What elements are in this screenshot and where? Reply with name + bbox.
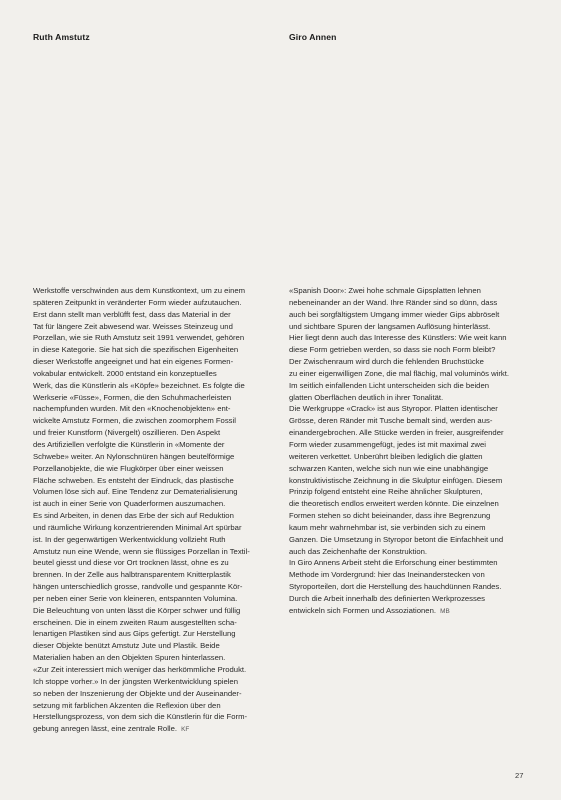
text-line: ist auch in einer Serie von Quaderformen auszumachen. (33, 499, 226, 509)
text-line: Herstellungsprozess, von dem sich die Künstlerin für die Form- (33, 712, 248, 722)
text-line: des Artifiziellen verfolgte die Künstlerin in «Momente der (33, 439, 225, 449)
text-line: auch das Zeichenhafte der Konstruktion. (289, 546, 428, 556)
text-line: konstruktivistische Zeichnung in die Skulptur einfügen. Diesem (289, 475, 503, 485)
text-line: schwarzen Kanten, welche sich nun wie eine unabhängige (289, 463, 489, 473)
text-line: späteren Zeitpunkt in veränderter Form wieder aufzutauchen. (33, 297, 242, 307)
text-line-content: entwickeln sich Formen und Assoziationen. (289, 605, 436, 615)
author-signature: KF (181, 726, 190, 734)
text-line: Der Zwischenraum wird durch die fehlenden Bruchstücke (289, 357, 484, 367)
right-text-column (289, 285, 532, 618)
text-line: wickelte Amstutz Formen, die zwischen zoomorphem Fossil (33, 416, 236, 426)
text-line: so neben der Inszenierung der Objekte und der Auseinander- (33, 688, 242, 698)
text-line: und räumliche Wirkung konzentrierenden Minimal Art spürbar (33, 522, 242, 532)
text-line: Tat für längere Zeit abwesend war. Weisses Steinzeug und (33, 321, 233, 331)
text-line: weiteren verkettet. Unberührt bleiben lediglich die glatten (289, 451, 483, 461)
author-signature: MB (440, 607, 450, 615)
text-line: Styroporteilen, dort die Herstellung des hauchdünnen Randes. (289, 582, 502, 592)
text-line: Volumen löse sich auf. Eine Tendenz zur Dematerialisierung (33, 487, 238, 497)
text-line: nebeneinander an der Wand. Ihre Ränder sind so dünn, dass (289, 297, 498, 307)
text-line: vokabular entwickelt. 2000 entstand ein konzeptuelles (33, 368, 217, 378)
text-line: Amstutz nun eine Wende, wenn sie flüssiges Porzellan in Textil- (33, 546, 250, 556)
text-line: dieser Objekte benützt Amstutz Jute und Plastik. Beide (33, 641, 220, 651)
text-line: setzung mit farblichen Akzenten die Reflexion über den (33, 700, 221, 710)
left-artist-name: Ruth Amstutz (33, 32, 90, 42)
text-line: hängen unterschiedlich grosse, randvolle und gespannte Kör- (33, 582, 243, 592)
page-number: 27 (515, 771, 524, 780)
text-line: diese Form getrieben werden, so dass sie noch Form bleibt? (289, 345, 496, 355)
text-line (33, 723, 276, 736)
text-line: In Giro Annens Arbeit steht die Erforschung einer bestimmten (289, 558, 498, 568)
text-line: per neben einer Serie von kleineren, entspannten Volumina. (33, 593, 238, 603)
text-line: Materialien haben an den Objekten Spuren hinterlassen. (33, 653, 226, 663)
text-line: und sichtbare Spuren der langsamen Auflösung hinterlässt. (289, 321, 491, 331)
text-line: Formen stehen so dicht beieinander, dass ihre Begrenzung (289, 511, 491, 521)
text-line: erscheinen. Die in einem zweiten Raum ausgestellten scha- (33, 617, 237, 627)
text-line: «Spanish Door»: Zwei hohe schmale Gipsplatten lehnen (289, 286, 481, 295)
text-line: zu einer eigenwilligen Zone, die mal flächig, mal voluminös wirkt. (289, 368, 510, 378)
text-line: Fläche schweben. Es entsteht der Eindruck, das plastische (33, 475, 234, 485)
text-line: glatten Oberflächen deutlich in ihrer Tonalität. (289, 392, 444, 402)
text-line: «Zur Zeit interessiert mich weniger das herkömmliche Produkt. (33, 665, 247, 674)
text-line: Ganzen. Die Umsetzung in Styropor betont die Einfachheit und (289, 534, 504, 544)
text-line: Die Beleuchtung von unten lässt die Körper schwer und füllig (33, 605, 241, 615)
text-line: brennen. In der Zelle aus halbtransparentem Knitterplastik (33, 570, 231, 580)
left-text-column (33, 285, 276, 736)
text-line: beutel giesst und diese vor Ort trocknen lässt, ohne es zu (33, 558, 229, 568)
text-line: einandergebrochen. Alle Stücke werden in freier, ausgreifender (289, 428, 504, 438)
text-line: Prinzip folgend entsteht eine Reihe ähnlicher Skulpturen, (289, 487, 483, 497)
text-line: Schwebe» weiter. An Nylonschnüren hängen beutelförmige (33, 451, 235, 461)
text-line: Im seitlich einfallenden Licht unterscheiden sich die beiden (289, 380, 489, 390)
text-line: Form wieder zusammengefügt, jedes ist mit maximal zwei (289, 439, 486, 449)
text-line: Porzellanobjekte, die wie Flugkörper über einer weissen (33, 463, 224, 473)
right-artist-name: Giro Annen (289, 32, 337, 42)
text-line: ist. In der gegenwärtigen Werkentwicklung vollzieht Ruth (33, 534, 226, 544)
text-line: nachempfunden wurden. Mit den «Knochenobjekten» ent- (33, 404, 231, 414)
text-line: die theoretisch endlos erweitert werden könnte. Die einzelnen (289, 499, 499, 509)
text-line: Es sind Arbeiten, in denen das Erbe der sich auf Reduktion (33, 511, 234, 521)
text-line: Die Werkgruppe «Crack» ist aus Styropor. Platten identischer (289, 404, 498, 414)
text-line: kaum mehr wahrnehmbar ist, sie verbinden sich zu einem (289, 522, 486, 532)
text-line: Werk, das die Künstlerin als «Köpfe» bezeichnet. Es folgte die (33, 380, 245, 390)
text-line: Hier liegt denn auch das Interesse des Künstlers: Wie weit kann (289, 333, 507, 343)
text-line: lenartigen Plastiken sind aus Gips gefertigt. Zur Herstellung (33, 629, 236, 639)
text-line: Ich stoppe vorher.» In der jüngsten Werkentwicklung spielen (33, 676, 238, 686)
text-line: Durch die Arbeit innerhalb des definierten Werkprozesses (289, 593, 485, 603)
text-line: Erst dann stellt man verblüfft fest, dass das Material in der (33, 309, 231, 319)
text-line: auch bei sorgfältigstem Umgang immer wieder Gips abbröselt (289, 309, 500, 319)
text-line-content: gebung anregen lässt, eine zentrale Rolle. (33, 724, 178, 734)
text-line (289, 605, 532, 618)
text-line: Werkstoffe verschwinden aus dem Kunstkontext, um zu einem (33, 286, 246, 295)
text-line: Methode im Vordergrund: hier das Ineinanderstecken von (289, 570, 485, 580)
text-line: Werkserie «Füsse», Formen, die den Schuhmacherleisten (33, 392, 232, 402)
text-line: Grösse, deren Ränder mit Tusche bemalt sind, werden aus- (289, 416, 493, 426)
text-line: und freier Kunstform (Nivergelt) oszillieren. Den Aspekt (33, 428, 221, 438)
text-line: Porzellan, wie sie Ruth Amstutz seit 1991 verwendet, gehören (33, 333, 245, 343)
text-line: dieser Werkstoffe angeeignet und hat ein eigenes Formen- (33, 357, 234, 367)
text-line: in diese Kategorie. Sie hat sich die spezifischen Eigenheiten (33, 345, 239, 355)
